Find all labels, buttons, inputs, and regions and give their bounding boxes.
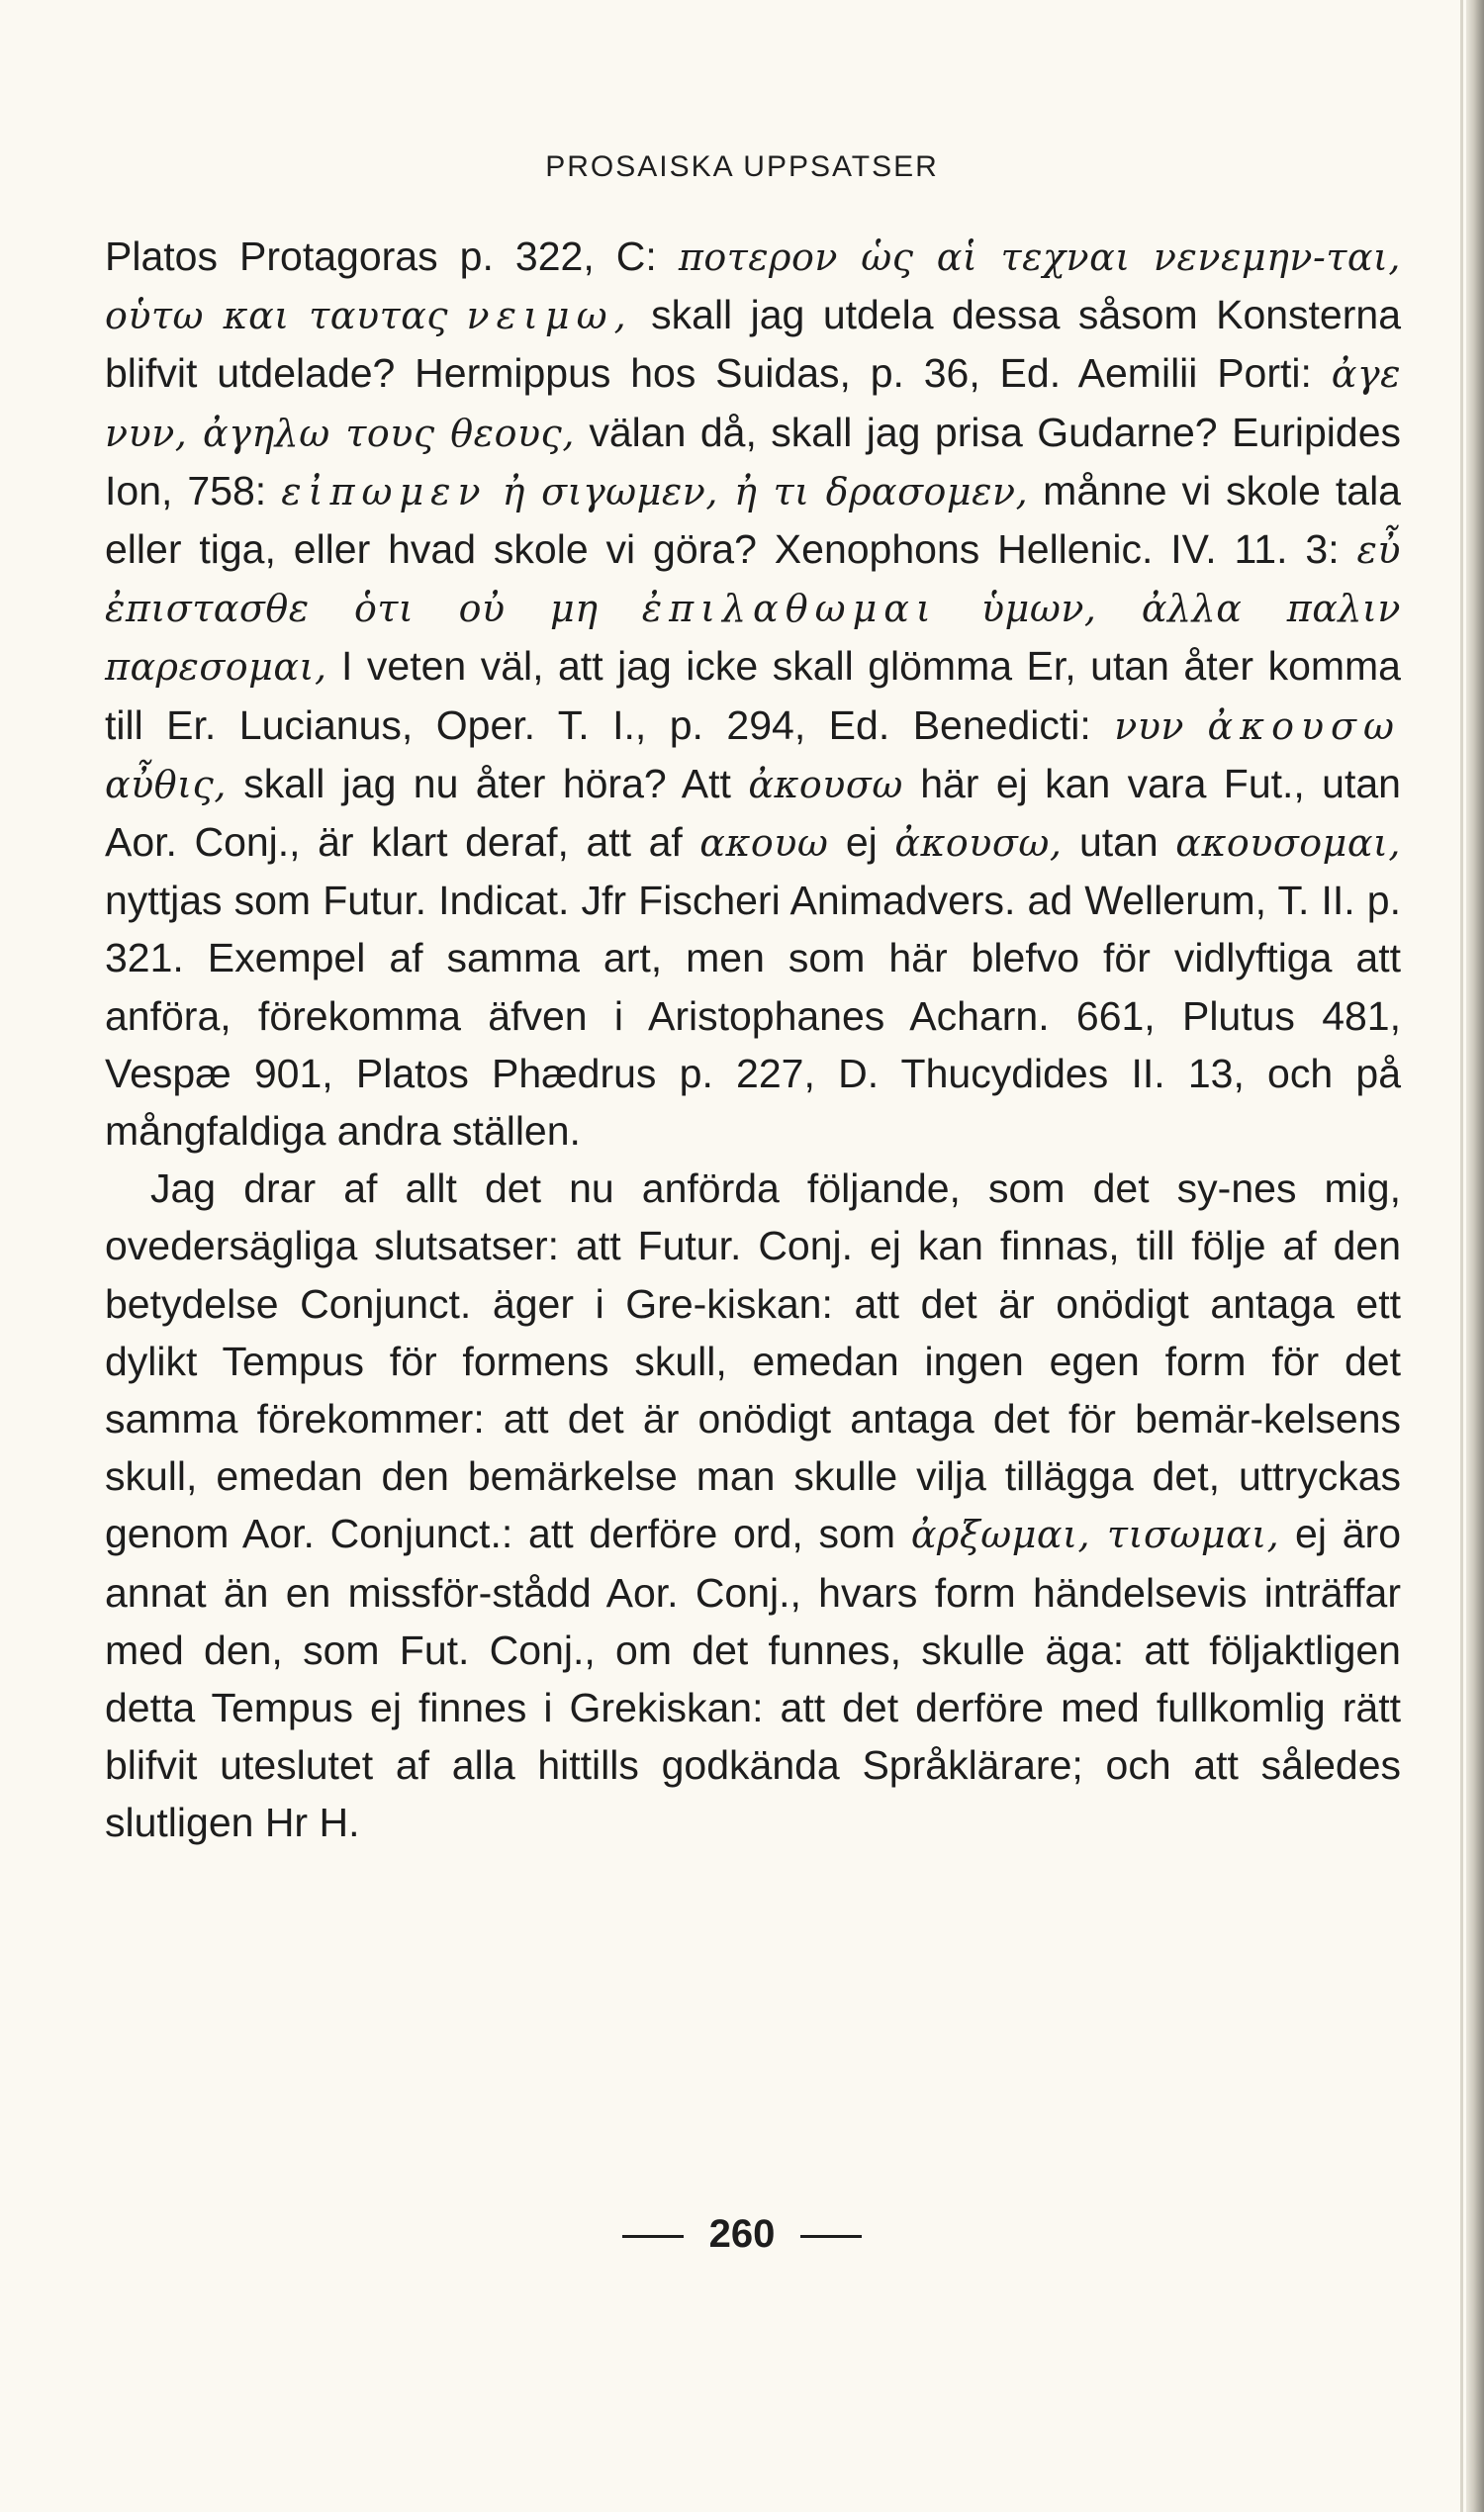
- page-edge-shadow: [1466, 0, 1484, 2512]
- page-number: [0, 2212, 1484, 2257]
- greek-phrase: ακουω: [699, 821, 829, 866]
- greek-phrase: ἀκουσω,: [894, 821, 1063, 866]
- text-segment: Jag drar af allt det nu anförda följande, som det sy-nes mig, ovedersägliga slutsatser: att Futur. Conj. ej kan finnas, till följe af den betydelse Conjunct. äger i Gre-kiskan: att det är onödigt antaga ett dylikt Tempus för formens skull, emedan ingen egen form för det samma förekommer: att det är onödigt antaga det för bemär-kelsens skull, emedan den bemärkelse man skulle vilja tillägga det, uttryckas genom Aor. Conjunct.: att derföre ord, som: [105, 1165, 1401, 1557]
- greek-phrase: εὖ ἐπιστασθε ὁτι οὐ μη: [105, 528, 1401, 631]
- text-segment: månne vi skole tala eller tiga, eller hvad skole vi göra? Xenophons Hellenic. IV. 11. 3:: [105, 467, 1401, 573]
- greek-phrase: ακουσομαι,: [1175, 821, 1401, 866]
- greek-phrase: ἠ σιγωμεν, ἠ τι δρασομεν,: [502, 469, 1029, 513]
- greek-phrase: ὑμων, ἀλλα παλιν παρεσομαι,: [105, 587, 1401, 690]
- page-number-dash-right: [800, 2235, 862, 2238]
- greek-phrase: νυν: [1114, 703, 1185, 748]
- text-segment: Platos Protagoras p. 322, C:: [105, 233, 679, 279]
- text-segment: ej äro annat än en missför-stådd Aor. Conj., hvars form händelsevis inträffar med den, som Fut. Conj., om det funnes, skulle äga: att följaktligen detta Tempus ej finnes i Grekiskan: att det derföre med fullkomlig rätt blifvit uteslutet af alla hittills godkända Språklärare; och att således slutligen Hr H.: [105, 1511, 1401, 1846]
- greek-phrase: ἀρξωμαι, τισωμαι,: [910, 1513, 1280, 1557]
- text-segment: välan då, skall jag prisa Gudarne? Euripides Ion, 758:: [105, 409, 1401, 513]
- text-segment: ej: [828, 819, 895, 866]
- paragraph-2: [105, 1160, 1401, 1851]
- text-segment: skall jag nu åter höra? Att: [226, 760, 749, 806]
- paragraph-1: [105, 228, 1401, 1160]
- running-head: PROSAISKA UPPSATSER: [545, 150, 939, 183]
- greek-phrase: ποτερον ὡς αἱ τεχναι νενεμην-ται, οὑτω και ταυτας: [105, 235, 1401, 338]
- greek-phrase: αὖθις,: [105, 762, 227, 806]
- text-segment: utan: [1062, 819, 1176, 866]
- text-segment: I veten väl, att jag icke skall glömma Er, utan åter komma till Er. Lucianus, Oper. T. I., p. 294, Ed. Benedicti:: [105, 643, 1401, 748]
- greek-phrase: ἀκουσω: [748, 762, 903, 806]
- greek-phrase-spaced: ἀκουσω: [1207, 703, 1401, 748]
- text-segment: här ej kan vara Fut., utan Aor. Conj., är klart deraf, att af: [105, 760, 1401, 866]
- text-segment: nyttjas som Futur. Indicat. Jfr Fischeri Animadvers. ad Wellerum, T. II. p. 321. Exempel af samma art, men som här blefvo för vidlyftiga att anföra, förekomma äfven i Aristophanes Acharn. 661, Plutus 481, Vespæ 901, Platos Phædrus p. 227, D. Thucydides II. 13, och på mångfaldiga andra ställen.: [105, 878, 1401, 1155]
- page-number-value: 260: [708, 2212, 776, 2256]
- greek-phrase-spaced: νειμω,: [466, 294, 633, 338]
- greek-phrase-spaced: ἐπιλαθωμαι: [641, 587, 938, 631]
- greek-phrase-spaced: εἰπωμεν: [281, 469, 488, 513]
- greek-phrase: ἀγε νυν, ἀγηλω τους θεους,: [105, 352, 1401, 455]
- page-number-dash-left: [622, 2235, 684, 2238]
- text-segment: skall jag utdela dessa såsom Konsterna blifvit utdelade? Hermippus hos Suidas, p. 36, Ed. Aemilii Porti:: [105, 292, 1401, 397]
- body-text: [105, 228, 1401, 1852]
